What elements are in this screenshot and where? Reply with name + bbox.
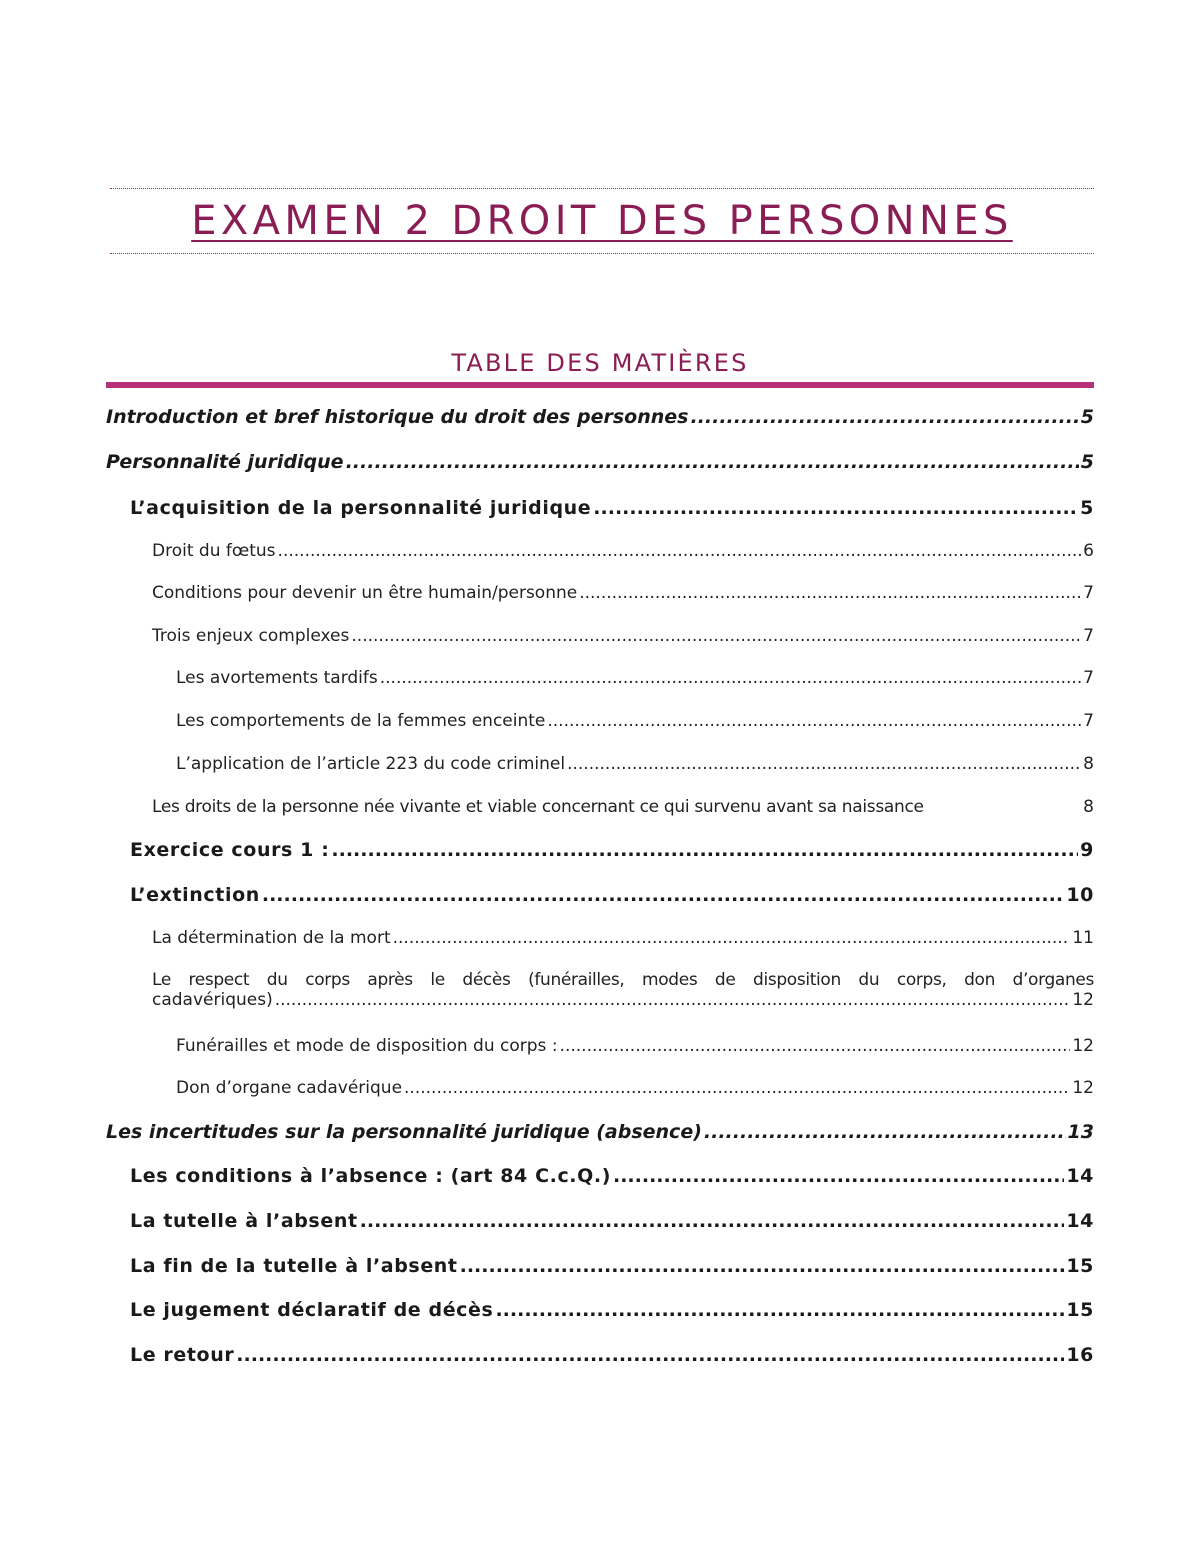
toc-entry[interactable] [106, 1121, 1094, 1143]
toc-page-number: 15 [1066, 1299, 1094, 1321]
toc-entry[interactable] [130, 1165, 1094, 1187]
toc-heading: TABLE DES MATIÈRES [451, 349, 749, 377]
toc-entry[interactable] [152, 928, 1094, 948]
toc-entry[interactable] [130, 1255, 1094, 1277]
toc-entry-label: cadavériques) [152, 990, 273, 1010]
toc-entry-label: Funérailles et mode de disposition du corps : [176, 1036, 558, 1056]
toc-leader-dots [380, 668, 1081, 688]
toc-page-number: 14 [1066, 1165, 1094, 1187]
toc-entry-label: Les incertitudes sur la personnalité juridique (absence) [106, 1121, 702, 1143]
toc-entry-label: Les conditions à l’absence : (art 84 C.c.Q.) [130, 1165, 611, 1187]
toc-entry[interactable] [106, 406, 1094, 428]
toc-page-number: 8 [1083, 797, 1094, 817]
toc-entry[interactable] [130, 1344, 1094, 1366]
title-rule-bottom [110, 253, 1094, 254]
toc-leader-dots [567, 754, 1081, 774]
toc-leader-dots [346, 451, 1079, 473]
toc-entry[interactable] [176, 711, 1094, 731]
toc-leader-dots [613, 1165, 1064, 1187]
toc-entry[interactable] [152, 583, 1094, 603]
toc-entry-label: Le retour [130, 1344, 235, 1366]
toc-page-number: 5 [1080, 451, 1094, 473]
toc-leader-dots [393, 928, 1071, 948]
toc-entry-label: Exercice cours 1 : [130, 839, 330, 861]
toc-entry[interactable] [176, 754, 1094, 774]
toc-page-number: 7 [1083, 711, 1094, 731]
toc-entry-label: Droit du fœtus [152, 541, 276, 561]
toc-entry-label: Don d’organe cadavérique [176, 1078, 403, 1098]
toc-leader-dots [351, 626, 1081, 646]
toc-entry[interactable] [130, 497, 1094, 519]
toc-leader-dots [593, 497, 1078, 519]
toc-page-number: 11 [1072, 928, 1094, 948]
toc-page-number: 5 [1080, 406, 1094, 428]
toc-leader-dots [560, 1036, 1071, 1056]
toc-page-number: 7 [1083, 583, 1094, 603]
toc-leader-dots [547, 711, 1081, 731]
toc-page-number: 8 [1083, 754, 1094, 774]
toc-entry-label: Le jugement déclaratif de décès [130, 1299, 494, 1321]
toc-page-number: 7 [1083, 668, 1094, 688]
toc-leader-dots [704, 1121, 1066, 1143]
toc-page-number: 15 [1066, 1255, 1094, 1277]
toc-entry[interactable] [130, 1299, 1094, 1321]
toc-entry[interactable] [152, 541, 1094, 561]
toc-entry[interactable] [176, 1078, 1094, 1098]
toc-entry-label: L’extinction [130, 884, 260, 906]
toc-leader-dots [404, 1078, 1070, 1098]
toc-page-number: 10 [1066, 884, 1094, 906]
toc-page-number: 14 [1066, 1210, 1094, 1232]
toc-page-number: 12 [1072, 1078, 1094, 1098]
title-rule-top [110, 188, 1094, 189]
toc-entry-label: Trois enjeux complexes [152, 626, 350, 646]
toc-entry-label: La fin de la tutelle à l’absent [130, 1255, 458, 1277]
toc-leader-dots [460, 1255, 1065, 1277]
toc-entry-label: L’acquisition de la personnalité juridique [130, 497, 592, 519]
toc-entry[interactable] [152, 626, 1094, 646]
toc-page-number: 12 [1072, 1036, 1094, 1056]
toc-entry-label: Les comportements de la femmes enceinte [176, 711, 546, 731]
toc-page-number: 5 [1080, 497, 1094, 519]
toc-entry-label: L’application de l’article 223 du code criminel [176, 754, 566, 774]
toc-entry-label: Le respect du corps après le décès (funérailles, modes de disposition du corps, don d’organes [152, 970, 1094, 990]
toc-entry[interactable] [130, 884, 1094, 906]
title-block [110, 188, 1094, 254]
toc-leader-dots [690, 406, 1078, 428]
toc-leader-dots [579, 583, 1081, 603]
toc-leader-dots [236, 1344, 1064, 1366]
toc-leader-dots [278, 541, 1082, 561]
toc-entry-label: Introduction et bref historique du droit des personnes [106, 406, 689, 428]
toc-heading-rule [106, 382, 1094, 388]
document-title: EXAMEN 2 DROIT DES PERSONNES [191, 198, 1013, 244]
toc-entry-label: Les avortements tardifs [176, 668, 378, 688]
toc-entry[interactable] [130, 839, 1094, 861]
toc-page-number: 6 [1083, 541, 1094, 561]
toc-entry[interactable] [176, 1036, 1094, 1056]
toc-leader-dots [331, 839, 1078, 861]
toc-entry[interactable] [130, 1210, 1094, 1232]
toc-leader-dots [262, 884, 1065, 906]
toc-entry-label: Personnalité juridique [106, 451, 344, 473]
toc-entry-label: Conditions pour devenir un être humain/personne [152, 583, 578, 603]
toc-page-number: 13 [1067, 1121, 1094, 1143]
toc-page-number: 9 [1080, 839, 1094, 861]
toc-page-number: 7 [1083, 626, 1094, 646]
toc-leader-dots [495, 1299, 1064, 1321]
toc-entry-label: La détermination de la mort [152, 928, 391, 948]
toc-entry-label: Les droits de la personne née vivante et viable concernant ce qui survenu avant sa naissance [152, 797, 924, 817]
toc-entry[interactable] [176, 668, 1094, 688]
toc-entry-label-continued [152, 990, 1094, 1010]
toc-entry[interactable] [152, 797, 1094, 817]
toc-leader-dots [275, 990, 1071, 1010]
toc-page-number: 12 [1072, 990, 1094, 1010]
toc-entry[interactable] [152, 970, 1094, 1010]
toc-page-number: 16 [1066, 1344, 1094, 1366]
toc-leader-dots [360, 1210, 1065, 1232]
toc-entry-label: La tutelle à l’absent [130, 1210, 358, 1232]
toc-entry[interactable] [106, 451, 1094, 473]
